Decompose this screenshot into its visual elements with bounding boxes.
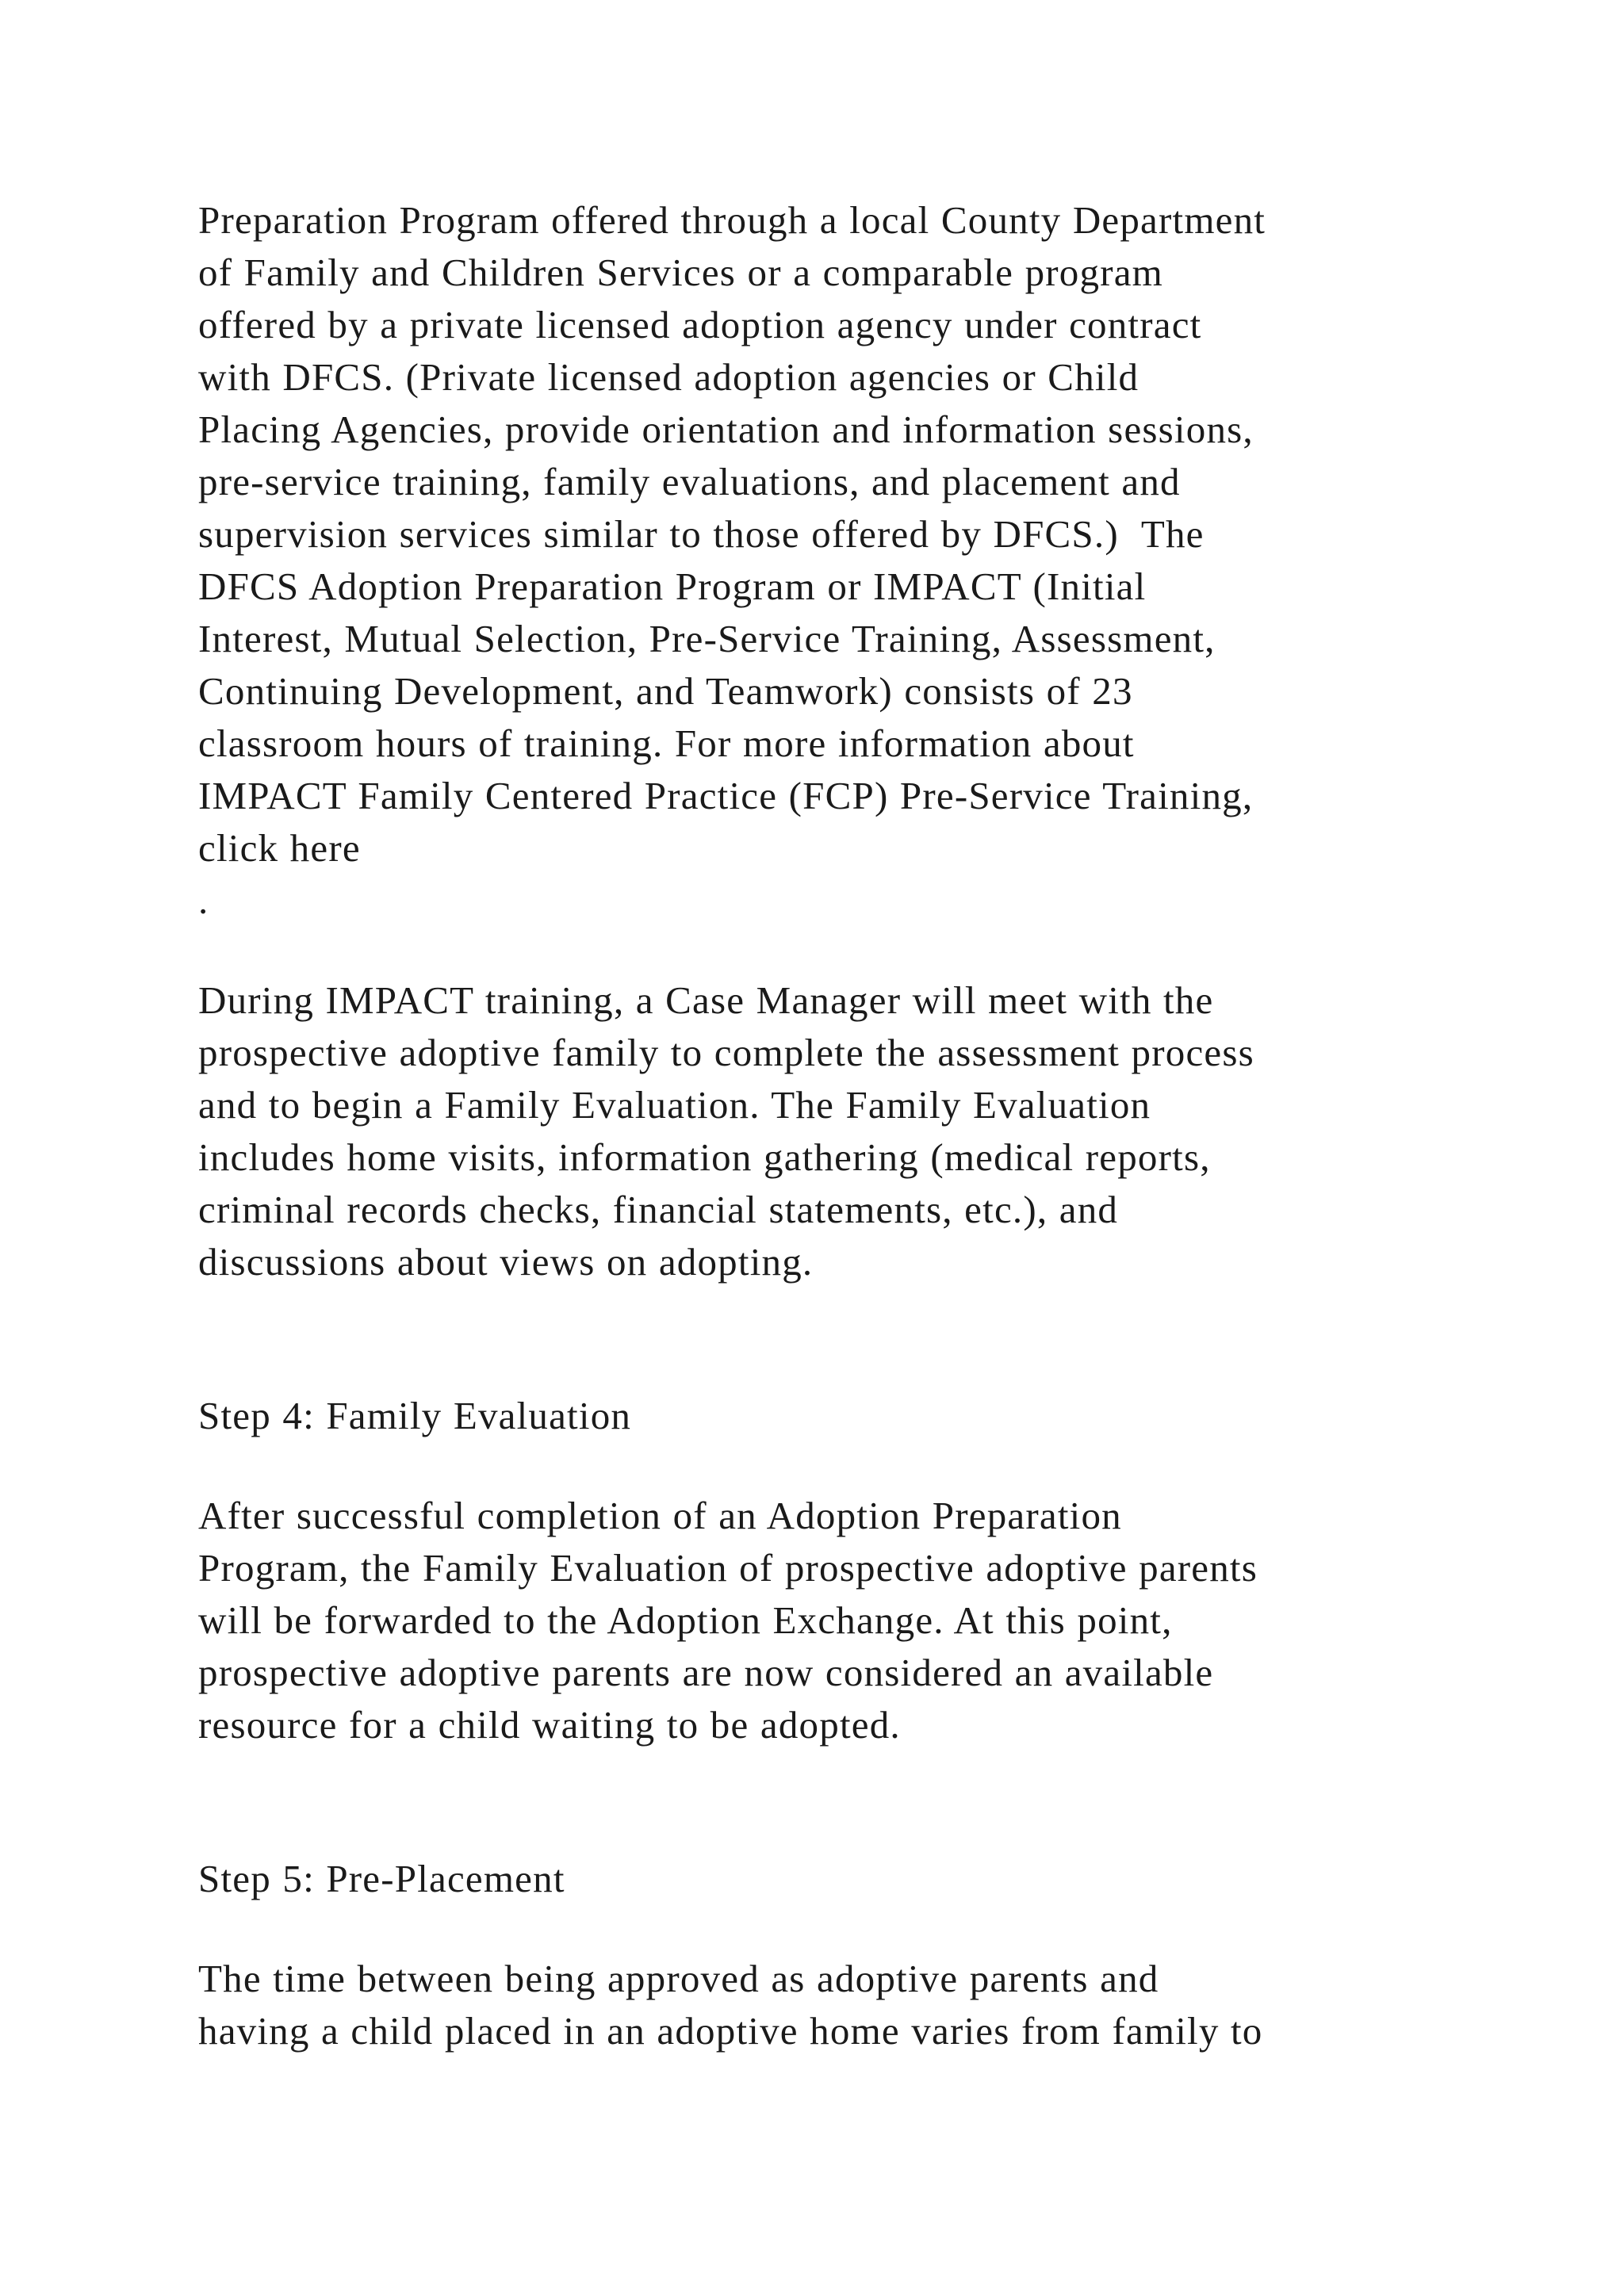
document-page (198, 194, 1546, 2057)
click-here-link[interactable]: click here (198, 826, 361, 870)
text-line: prospective adoptive family to complete the assessment process (198, 1031, 1254, 1074)
text-line: discussions about views on adopting. (198, 1240, 814, 1284)
text-line: pre-service training, family evaluations, and placement and (198, 460, 1181, 503)
paragraph-family-evaluation (198, 1490, 1546, 1751)
text-line: Program, the Family Evaluation of prospective adoptive parents (198, 1546, 1258, 1590)
text-line: . (198, 878, 209, 922)
text-line: includes home visits, information gathering (medical reports, (198, 1135, 1211, 1179)
spacer (198, 1751, 1546, 1853)
section-heading: Step 4: Family Evaluation (198, 1394, 632, 1437)
text-line: Preparation Program offered through a local County Department (198, 198, 1266, 242)
text-line: of Family and Children Services or a comparable program (198, 251, 1163, 294)
text-line: and to begin a Family Evaluation. The Family Evaluation (198, 1083, 1151, 1127)
text-line: will be forwarded to the Adoption Exchange. At this point, (198, 1598, 1173, 1642)
text-line: IMPACT Family Centered Practice (FCP) Pre-Service Training, (198, 774, 1254, 817)
text-line: classroom hours of training. For more information about (198, 721, 1135, 765)
text-line: DFCS Adoption Preparation Program or IMPACT (Initial (198, 564, 1147, 608)
text-line: During IMPACT training, a Case Manager will meet with the (198, 978, 1214, 1022)
text-line: criminal records checks, financial statements, etc.), and (198, 1188, 1119, 1231)
text-line: having a child placed in an adoptive home varies from family to (198, 2009, 1263, 2053)
spacer (198, 1288, 1546, 1390)
text-line: After successful completion of an Adoption Preparation (198, 1494, 1122, 1537)
text-line: Continuing Development, and Teamwork) consists of 23 (198, 669, 1133, 713)
heading-step-4 (198, 1390, 1546, 1442)
text-line: offered by a private licensed adoption agency under contract (198, 303, 1202, 346)
paragraph-impact-training (198, 974, 1546, 1288)
text-line: with DFCS. (Private licensed adoption agencies or Child (198, 355, 1139, 399)
heading-step-5 (198, 1853, 1546, 1905)
spacer (198, 927, 1546, 974)
spacer (198, 1905, 1546, 1953)
text-line: supervision services similar to those offered by DFCS.) The (198, 512, 1205, 556)
paragraph-impact-program (198, 194, 1546, 927)
text-line: Placing Agencies, provide orientation and information sessions, (198, 408, 1254, 451)
text-line: resource for a child waiting to be adopted. (198, 1703, 901, 1747)
text-line: prospective adoptive parents are now considered an available (198, 1651, 1214, 1694)
text-line: The time between being approved as adoptive parents and (198, 1957, 1159, 2000)
spacer (198, 1442, 1546, 1490)
paragraph-pre-placement (198, 1953, 1546, 2057)
section-heading: Step 5: Pre-Placement (198, 1857, 565, 1900)
text-line: Interest, Mutual Selection, Pre-Service Training, Assessment, (198, 617, 1216, 660)
